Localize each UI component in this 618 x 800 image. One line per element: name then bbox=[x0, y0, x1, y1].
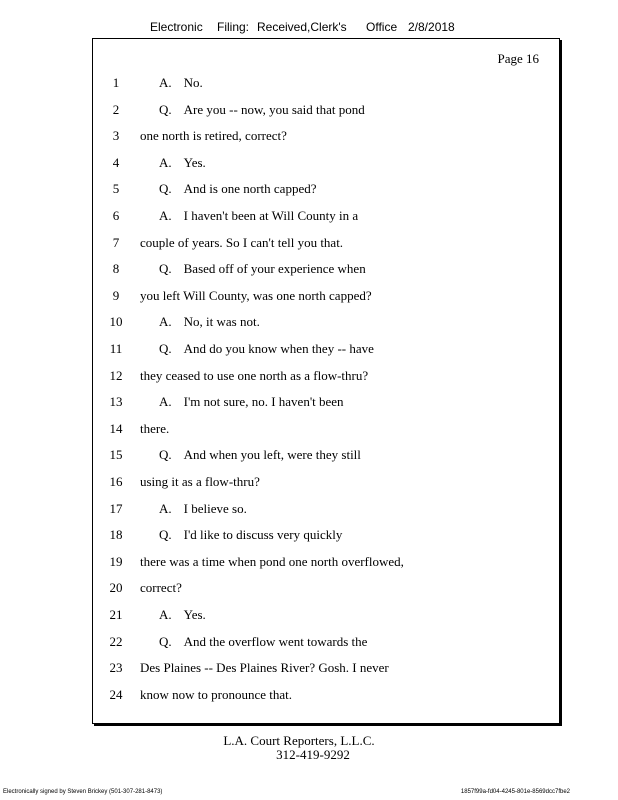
document-hash: 1857f99a-fd04-4245-801e-8569dcc7fbe2 bbox=[460, 789, 570, 795]
line-number: 23 bbox=[109, 660, 123, 676]
speaker-label: A. bbox=[159, 75, 172, 90]
line-number: 16 bbox=[109, 474, 123, 489]
line-content: Yes. bbox=[183, 607, 206, 622]
transcript-line bbox=[93, 394, 559, 412]
line-number: 14 bbox=[109, 420, 123, 436]
line-content: using it as a flow-thru? bbox=[140, 474, 260, 489]
line-number: 5 bbox=[112, 181, 120, 197]
line-text bbox=[159, 527, 342, 543]
line-content: correct? bbox=[140, 580, 182, 596]
line-text bbox=[159, 634, 367, 650]
line-content: No. bbox=[183, 75, 203, 90]
transcript-line bbox=[93, 155, 559, 173]
line-text bbox=[159, 314, 260, 330]
transcript-line bbox=[93, 128, 559, 146]
page-number: Page 16 bbox=[497, 51, 539, 66]
footer-phone: 312-419-9292 bbox=[276, 747, 350, 762]
line-content: you left Will County, was one north capped? bbox=[140, 287, 372, 303]
speaker-label: A. bbox=[159, 394, 172, 410]
speaker-label: A. bbox=[159, 607, 172, 622]
line-text bbox=[140, 554, 404, 570]
line-number: 21 bbox=[109, 607, 123, 622]
line-number: 12 bbox=[109, 367, 123, 383]
line-text bbox=[159, 447, 361, 463]
transcript-line bbox=[93, 261, 559, 279]
line-content: And is one north capped? bbox=[183, 181, 317, 197]
line-content: Des Plaines -- Des Plaines River? Gosh. I never bbox=[140, 660, 389, 676]
line-number: 4 bbox=[112, 154, 120, 170]
transcript-line bbox=[93, 288, 559, 306]
line-number: 13 bbox=[109, 394, 123, 410]
line-text bbox=[159, 155, 206, 171]
line-content: there. bbox=[140, 420, 170, 436]
transcript-line bbox=[93, 208, 559, 226]
line-text bbox=[140, 421, 169, 437]
line-text bbox=[159, 208, 358, 224]
header-word: Office bbox=[366, 20, 398, 34]
line-number: 17 bbox=[109, 500, 123, 516]
transcript-line bbox=[93, 687, 559, 705]
speaker-label: Q. bbox=[159, 101, 172, 117]
line-text bbox=[140, 128, 287, 144]
transcript-line bbox=[93, 421, 559, 439]
transcript-line bbox=[93, 634, 559, 652]
speaker-label: Q. bbox=[159, 341, 172, 356]
line-text bbox=[159, 102, 365, 118]
header-word: Filing: bbox=[217, 20, 250, 34]
line-number: 20 bbox=[109, 580, 123, 596]
speaker-label: Q. bbox=[159, 447, 172, 463]
transcript-line bbox=[93, 368, 559, 386]
line-number: 9 bbox=[112, 287, 120, 303]
transcript-line bbox=[93, 474, 559, 492]
line-number: 15 bbox=[109, 447, 123, 463]
line-content: No, it was not. bbox=[183, 314, 260, 330]
line-text bbox=[140, 235, 343, 251]
electronic-signature-note: Electronically signed by Steven Brickey (501-307-281-8473) bbox=[3, 789, 163, 795]
transcript-line bbox=[93, 607, 559, 625]
line-number: 18 bbox=[109, 527, 123, 543]
line-content: one north is retired, correct? bbox=[140, 128, 287, 144]
line-number: 2 bbox=[112, 101, 120, 117]
line-number: 6 bbox=[112, 208, 120, 223]
transcript-line bbox=[93, 341, 559, 359]
speaker-label: Q. bbox=[159, 527, 172, 543]
line-number: 7 bbox=[112, 234, 120, 250]
line-content: Yes. bbox=[183, 154, 206, 170]
line-content: there was a time when pond one north overflowed, bbox=[140, 553, 404, 569]
line-content: couple of years. So I can't tell you that. bbox=[140, 234, 344, 250]
line-number: 1 bbox=[112, 75, 120, 90]
line-text bbox=[140, 368, 368, 384]
line-content: And when you left, were they still bbox=[183, 447, 361, 463]
line-number: 22 bbox=[109, 633, 123, 649]
line-content: I believe so. bbox=[183, 500, 247, 516]
transcript-line bbox=[93, 102, 559, 120]
transcript-line bbox=[93, 554, 559, 572]
line-text bbox=[159, 261, 366, 277]
header-word: Electronic bbox=[150, 20, 203, 34]
line-text bbox=[159, 181, 317, 197]
line-text bbox=[159, 341, 374, 357]
speaker-label: Q. bbox=[159, 633, 172, 649]
line-content: Based off of your experience when bbox=[183, 261, 366, 277]
footer-company: L.A. Court Reporters, L.L.C. bbox=[223, 733, 375, 748]
transcript-page-frame bbox=[92, 38, 560, 724]
speaker-label: A. bbox=[159, 314, 172, 330]
line-text bbox=[159, 607, 206, 623]
speaker-label: A. bbox=[159, 208, 172, 223]
header-word: Received,Clerk's bbox=[257, 20, 347, 34]
transcript-line bbox=[93, 75, 559, 93]
transcript-line bbox=[93, 660, 559, 678]
line-text bbox=[159, 75, 203, 91]
transcript-line bbox=[93, 501, 559, 519]
line-text bbox=[140, 687, 292, 703]
line-text bbox=[140, 474, 260, 490]
line-number: 11 bbox=[109, 341, 123, 356]
line-text bbox=[159, 501, 247, 517]
transcript-line bbox=[93, 314, 559, 332]
transcript-line bbox=[93, 181, 559, 199]
line-text bbox=[140, 288, 372, 304]
speaker-label: Q. bbox=[159, 261, 172, 277]
line-number: 8 bbox=[112, 261, 120, 277]
line-content: know now to pronounce that. bbox=[140, 686, 293, 702]
line-number: 10 bbox=[109, 314, 123, 330]
filing-header bbox=[0, 20, 618, 36]
transcript-line bbox=[93, 235, 559, 253]
transcript-line bbox=[93, 447, 559, 465]
line-text bbox=[140, 660, 389, 676]
line-number: 19 bbox=[109, 553, 123, 569]
line-content: I haven't been at Will County in a bbox=[183, 208, 359, 223]
line-content: they ceased to use one north as a flow-thru? bbox=[140, 367, 369, 383]
line-number: 3 bbox=[112, 128, 120, 144]
speaker-label: A. bbox=[159, 154, 172, 170]
speaker-label: A. bbox=[159, 500, 172, 516]
line-content: I'd like to discuss very quickly bbox=[183, 527, 343, 543]
line-content: I'm not sure, no. I haven't been bbox=[183, 394, 344, 410]
header-word: 2/8/2018 bbox=[408, 20, 455, 34]
line-number: 24 bbox=[109, 686, 123, 702]
transcript-line bbox=[93, 527, 559, 545]
line-content: And do you know when they -- have bbox=[183, 341, 374, 356]
line-text bbox=[159, 394, 344, 410]
transcript-line bbox=[93, 580, 559, 598]
line-content: And the overflow went towards the bbox=[183, 633, 368, 649]
speaker-label: Q. bbox=[159, 181, 172, 197]
line-content: Are you -- now, you said that pond bbox=[183, 101, 365, 117]
line-text bbox=[140, 580, 182, 596]
